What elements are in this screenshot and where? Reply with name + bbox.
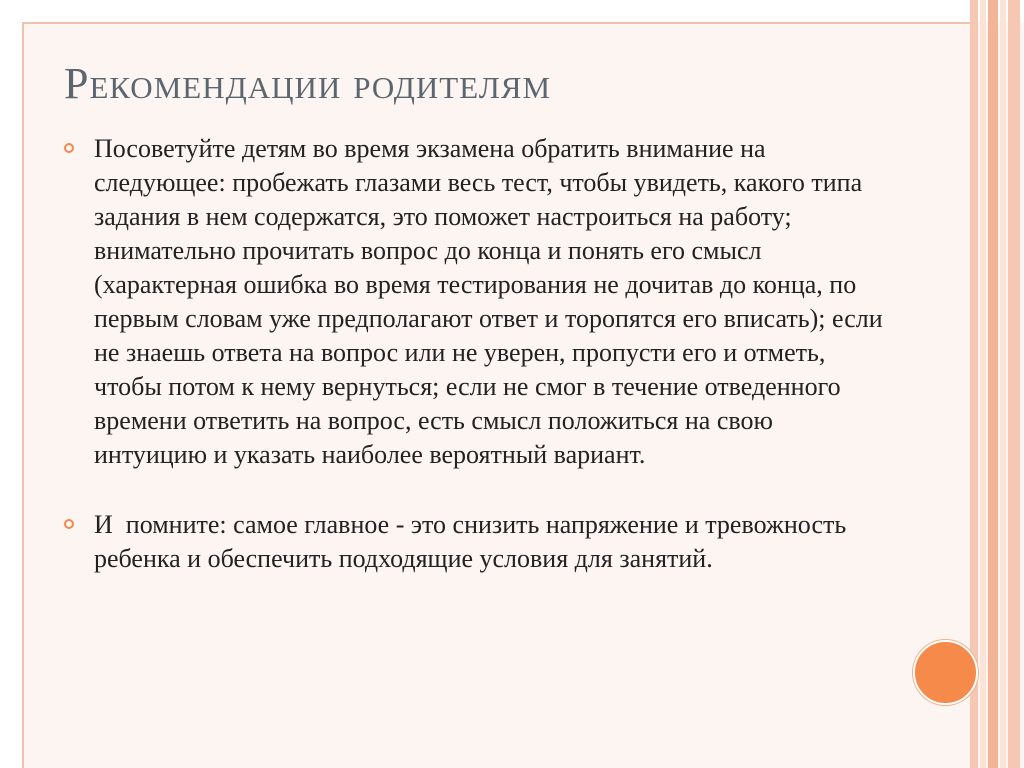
decorative-stripes xyxy=(968,0,1024,768)
stripe xyxy=(1000,0,1006,768)
stripe xyxy=(1008,0,1020,768)
bullet-ring-icon xyxy=(64,143,74,153)
slide-title: Рекомендации родителям xyxy=(64,59,552,108)
bullet-ring-icon xyxy=(64,519,74,529)
stripe xyxy=(988,0,998,768)
frame-left xyxy=(0,0,22,768)
bullet-text: И помните: самое главное - это снизить напряжение и тревожность ребенка и обеспечить подходящие условия для занятий. xyxy=(94,510,853,573)
bullet-text: Посоветуйте детям во время экзамена обратить внимание на следующее: пробежать глазами весь тест, чтобы увидеть, какого типа задания в нем содержатся, это поможет настроиться на работу; внимательно прочитать вопрос до конца и понять его смысл (характерная ошибка во время тестирования не дочитав до конца, по первым словам уже предполагают ответ и торопятся его вписать); если не знаешь ответа на вопрос или не уверен, пропусти его и отметь, чтобы потом к нему вернуться; если не смог в течение отведенного времени ответить на вопрос, есть смысл положиться на свою интуицию и указать наиболее вероятный вариант. xyxy=(94,134,883,469)
accent-circle xyxy=(913,640,978,705)
stripe xyxy=(980,0,986,768)
bullet-list xyxy=(64,132,884,576)
bullet-item xyxy=(64,508,884,576)
bullet-item xyxy=(64,132,884,472)
frame-top xyxy=(0,0,1024,22)
